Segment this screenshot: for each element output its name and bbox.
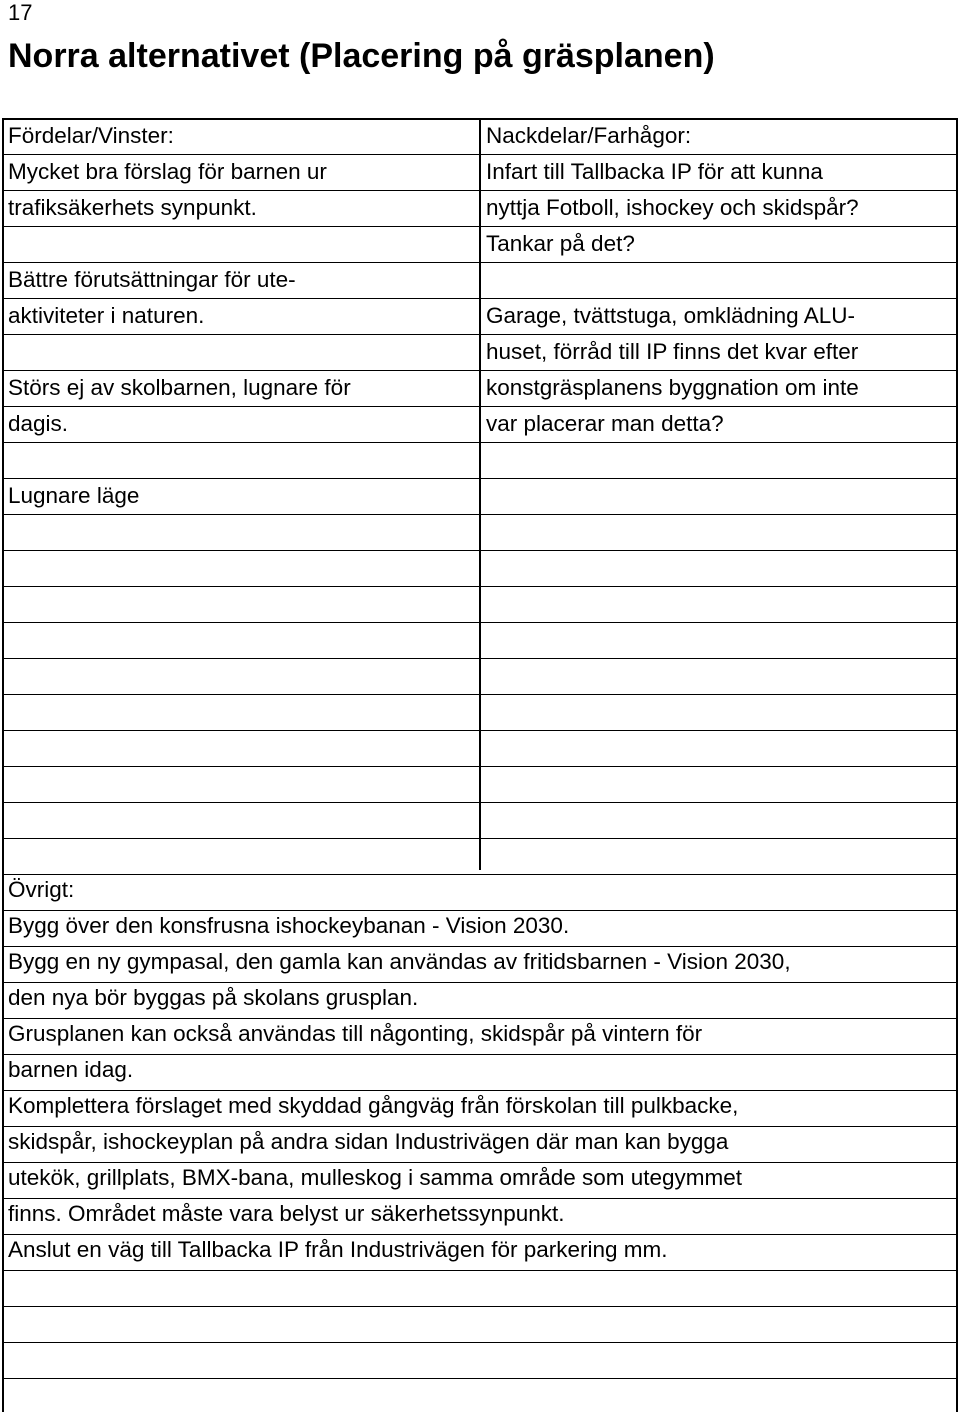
other-line-8: utekök, grillplats, BMX-bana, mulleskog i samma område som utegymmet — [8, 1165, 743, 1190]
cons-line-6: huset, förråd till IP finns det kvar efter — [486, 339, 859, 364]
pros-line-4: Bättre förutsättningar för ute- — [8, 267, 296, 292]
other-line-1: Bygg över den konsfrusna ishockeybanan - Vision 2030. — [8, 913, 570, 938]
other-heading: Övrigt: — [8, 877, 75, 902]
grid-row-line — [2, 1342, 958, 1343]
cons-line-5: Garage, tvättstuga, omklädning ALU- — [486, 303, 855, 328]
grid-column-line — [956, 118, 958, 1412]
grid-column-line — [479, 118, 481, 870]
other-line-9: finns. Området måste vara belyst ur säkerhetssynpunkt. — [8, 1201, 565, 1226]
grid-row-line — [2, 1306, 958, 1307]
pros-line-8: dagis. — [8, 411, 69, 436]
pros-line-1: Mycket bra förslag för barnen ur — [8, 159, 327, 184]
other-line-3: den nya bör byggas på skolans grusplan. — [8, 985, 419, 1010]
grid-column-line — [2, 118, 4, 1412]
grid-row-line — [2, 1270, 958, 1271]
other-line-5: barnen idag. — [8, 1057, 134, 1082]
cons-line-1: Infart till Tallbacka IP för att kunna — [486, 159, 823, 184]
pros-line-7: Störs ej av skolbarnen, lugnare för — [8, 375, 351, 400]
grid-row-line — [2, 874, 958, 875]
grid-row-line — [2, 1054, 958, 1055]
pros-line-2: trafiksäkerhets synpunkt. — [8, 195, 257, 220]
other-line-7: skidspår, ishockeyplan på andra sidan Industrivägen där man kan bygga — [8, 1129, 729, 1154]
page-title: Norra alternativet (Placering på gräsplanen) — [8, 37, 715, 75]
cons-line-2: nyttja Fotboll, ishockey och skidspår? — [486, 195, 859, 220]
grid-row-line — [2, 1378, 958, 1379]
pros-line-10: Lugnare läge — [8, 483, 140, 508]
cons-line-8: var placerar man detta? — [486, 411, 724, 436]
cons-line-7: konstgräsplanens byggnation om inte — [486, 375, 859, 400]
other-line-4: Grusplanen kan också användas till någonting, skidspår på vintern för — [8, 1021, 703, 1046]
cons-line-3: Tankar på det? — [486, 231, 635, 256]
other-line-6: Komplettera förslaget med skyddad gångväg från förskolan till pulkbacke, — [8, 1093, 739, 1118]
pros-heading: Fördelar/Vinster: — [8, 123, 174, 148]
cons-heading: Nackdelar/Farhågor: — [486, 123, 692, 148]
other-line-2: Bygg en ny gympasal, den gamla kan användas av fritidsbarnen - Vision 2030, — [8, 949, 791, 974]
pros-line-5: aktiviteter i naturen. — [8, 303, 205, 328]
other-line-10: Anslut en väg till Tallbacka IP från Industrivägen för parkering mm. — [8, 1237, 668, 1262]
page-number: 17 — [8, 0, 33, 25]
